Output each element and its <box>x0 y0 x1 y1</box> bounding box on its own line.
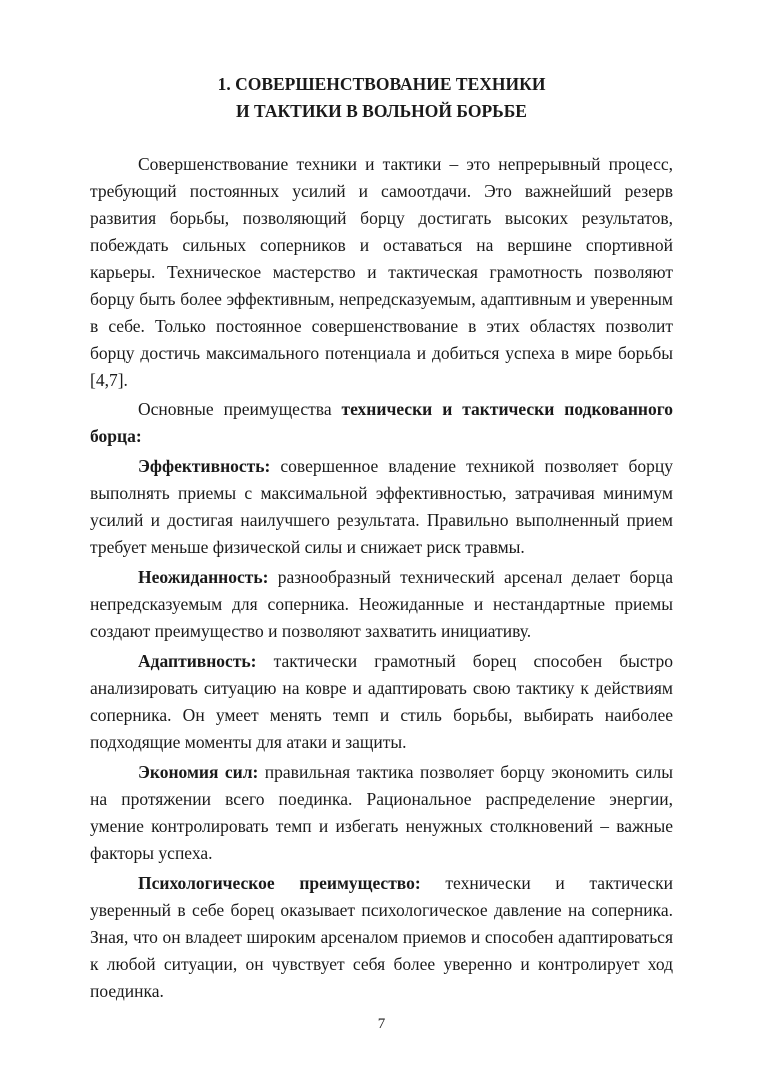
page-number: 7 <box>377 1016 386 1032</box>
feature-term: Психологическое преимущество: <box>138 873 421 893</box>
feature-text: разнообразный технический арсенал делает борца непредсказуемым для соперника. Неожиданные и нестандартные приемы создают преимущество и позволяют захватить инициативу. <box>90 567 673 641</box>
feature-term: Эффективность: <box>138 456 271 476</box>
feature-text: тактически грамотный борец способен быстро анализировать ситуацию на ковре и адаптировать свою тактику к действиям соперника. Он умеет менять темп и стиль борьбы, выбирать наиболее подходящие моменты для атаки и защиты. <box>90 651 673 752</box>
feature-paragraph-energy-saving <box>90 759 673 867</box>
intro-paragraph: Совершенствование техники и тактики – это непрерывный процесс, требующий постоянных усилий и самоотдачи. Это важнейший резерв развития борьбы, позволяющий борцу достигать высоких результатов, побеждать сильных соперников и оставаться на вершине спортивной карьеры. Техническое мастерство и тактическая грамотность позволяют борцу быть более эффективным, непредсказуемым, адаптивным и уверенным в себе. Только постоянное совершенствование в этих областях позволит борцу достичь максимального потенциала и добиться успеха в мире борьбы [4,7]. <box>90 154 673 390</box>
feature-term: Неожиданность: <box>138 567 269 587</box>
feature-paragraph-surprise <box>90 564 673 645</box>
feature-term: Адаптивность: <box>138 651 257 671</box>
feature-text: совершенное владение техникой позволяет борцу выполнять приемы с максимальной эффективностью, затрачивая минимум усилий и достигая наилучшего результата. Правильно выполненный прием требует меньше физической силы и снижает риск травмы. <box>90 456 673 557</box>
feature-text: технически и тактически уверенный в себе борец оказывает психологическое давление на соперника. Зная, что он владеет широким арсеналом приемов и способен адаптироваться к любой ситуации, он чувствует себя более уверенно и контролирует ход поединка. <box>90 873 673 1001</box>
feature-paragraph-psychological <box>90 870 673 1005</box>
section-title-line-1: 1. СОВЕРШЕНСТВОВАНИЕ ТЕХНИКИ <box>217 74 546 94</box>
section-title <box>90 71 673 125</box>
feature-text: правильная тактика позволяет борцу экономить силы на протяжении всего поединка. Рациональное распределение энергии, умение контролировать темп и избегать ненужных столкновений – важные факторы успеха. <box>90 762 673 863</box>
section-title-line-2: И ТАКТИКИ В ВОЛЬНОЙ БОРЬБЕ <box>236 101 527 121</box>
feature-term: Экономия сил: <box>138 762 259 782</box>
feature-paragraph-adaptability <box>90 648 673 756</box>
document-body <box>90 151 673 1005</box>
feature-paragraph-efficiency <box>90 453 673 561</box>
advantages-intro-bold: технически и тактически подкованного борца: <box>90 399 673 446</box>
advantages-intro-text: Основные преимущества <box>138 399 342 419</box>
advantages-intro-paragraph <box>90 396 673 450</box>
